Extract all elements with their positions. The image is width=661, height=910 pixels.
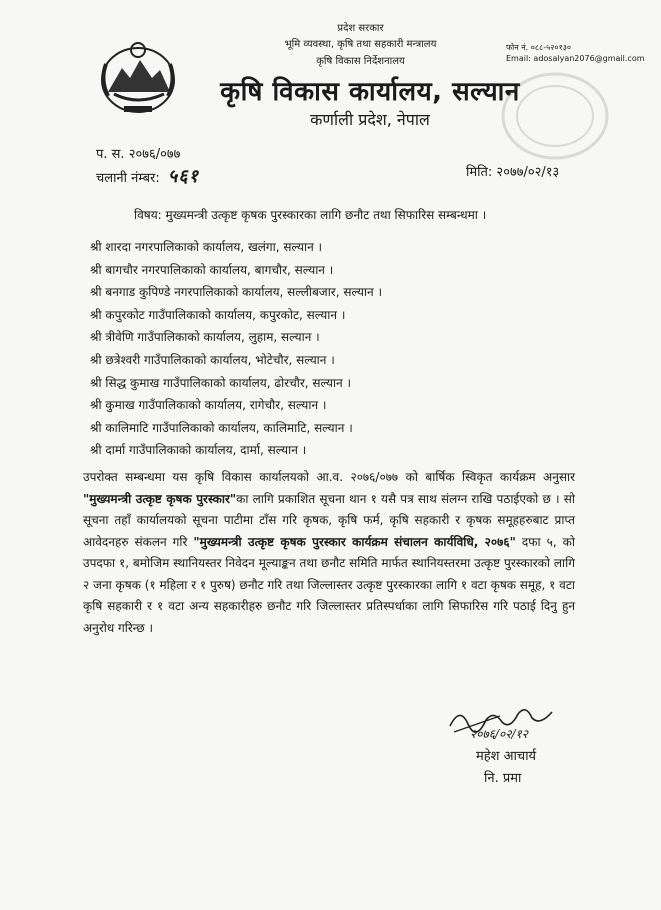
signature-date: २०७६/०२/१२ — [470, 727, 529, 741]
header-government: प्रदेश सरकार — [337, 23, 384, 34]
recipient-item: श्री त्रीवेणि गाउँपालिकाको कार्यालय, लुहाम, सल्यान । — [90, 330, 320, 345]
patra-sankhya: प. स. २०७६/०७७ — [96, 147, 181, 162]
header-ministry: भूमि व्यवस्था, कृषि तथा सहकारी मन्त्रालय — [284, 39, 437, 50]
body-bold-award: "मुख्यमन्त्री उत्कृष्ट कृषक पुरस्कार" — [83, 491, 237, 506]
recipient-item: श्री बनगाड कुपिण्डे नगरपालिकाको कार्यालय, सल्लीबजार, सल्यान । — [90, 285, 383, 300]
letter-body — [83, 467, 575, 639]
recipient-item: श्री कुमाख गाउँपालिकाको कार्यालय, रागेचौर, सल्यान । — [90, 398, 327, 413]
phone-number: फोन नं. ०८८-५२०१३० — [506, 43, 572, 52]
signer-name: महेश आचार्य — [476, 749, 537, 764]
body-bold-procedure: "मुख्यमन्त्री उत्कृष्ट कृषक पुरस्कार कार्यक्रम संचालन कार्यविधि, २०७६" — [193, 534, 516, 549]
email-address: Email: adosalyan2076@gmail.com — [506, 54, 645, 63]
recipient-item: श्री बागचौर नगरपालिकाको कार्यालय, बागचौर, सल्यान । — [90, 262, 334, 277]
letter-date: मिति: २०७७/०२/१३ — [466, 165, 560, 180]
recipients-list — [90, 236, 382, 462]
subject-line: विषय: मुख्यमन्त्री उत्कृष्ट कृषक पुरस्कारका लागि छनौट तथा सिफारिस सम्बन्धमा । — [134, 208, 487, 222]
recipient-item: श्री छत्रेश्वरी गाउँपालिकाको कार्यालय, भोटेचौर, सल्यान । — [90, 352, 335, 367]
recipient-item: श्री शारदा नगरपालिकाको कार्यालय, खलंगा, सल्यान । — [90, 240, 323, 254]
chalani-number — [96, 164, 199, 188]
chalani-label: चलानी नंम्बर: — [96, 171, 160, 186]
recipient-item: श्री दार्मा गाउँपालिकाको कार्यालय, दार्मा, सल्यान । — [90, 443, 307, 458]
office-title: कृषि विकास कार्यालय, सल्यान — [220, 77, 520, 107]
recipient-item: श्री कालिमाटि गाउँपालिकाको कार्यालय, कालिमाटि, सल्यान । — [90, 420, 353, 435]
header-directorate: कृषि विकास निर्देशनालय — [316, 56, 405, 67]
body-part-2: का लागि प्रकाशित सूचना थान १ यसै पत्र साथ संलग्न राखि पठाईएको छ । सो सूचना तहाँ कार्यालयको सूचना पाटीमा टाँस गरि कृषक, कृषि फर्म, कृषि सहकारी र कृषक समूहहरुबाट प्राप्त आवेदनहरु संकलन गरि — [83, 491, 575, 549]
recipient-item: श्री सिद्ध कुमाख गाउँपालिकाको कार्यालय, ढोरचौर, सल्यान । — [90, 375, 352, 390]
chalani-value: ५६१ — [167, 166, 199, 187]
body-part-1: उपरोक्त सम्बन्धमा यस कृषि विकास कार्यालयको आ.व. २०७६/०७७ को बार्षिक स्विकृत कार्यक्रम अनुसार — [83, 470, 575, 484]
office-stamp-icon — [495, 66, 615, 166]
province-line: कर्णाली प्रदेश, नेपाल — [310, 110, 430, 129]
body-part-3: दफा ५, को उपदफा १, बमोजिम स्थानियस्तर निवेदन मूल्याङ्कन तथा छनौट समिति मार्फत स्थानियस्तरमा उत्कृष्ट पुरस्कारको लागि २ जना कृषक (१ महिला र १ पुरुष) छनौट गरि तथा जिल्लास्तर उत्कृष्ट पुरस्कारका लागि १ वटा कृषक समूह, १ वटा कृषि सहकारी र १ वटा अन्य सहकारीहरु छनौट गरि जिल्लास्तर प्रतिस्पर्धाका लागि सिफारिस गरि पठाई दिनु हुन अनुरोध गरिन्छ । — [83, 534, 575, 635]
recipient-item: श्री कपुरकोट गाउँपालिकाको कार्यालय, कपुरकोट, सल्यान । — [90, 307, 346, 322]
signer-designation: नि. प्रमा — [484, 771, 522, 786]
